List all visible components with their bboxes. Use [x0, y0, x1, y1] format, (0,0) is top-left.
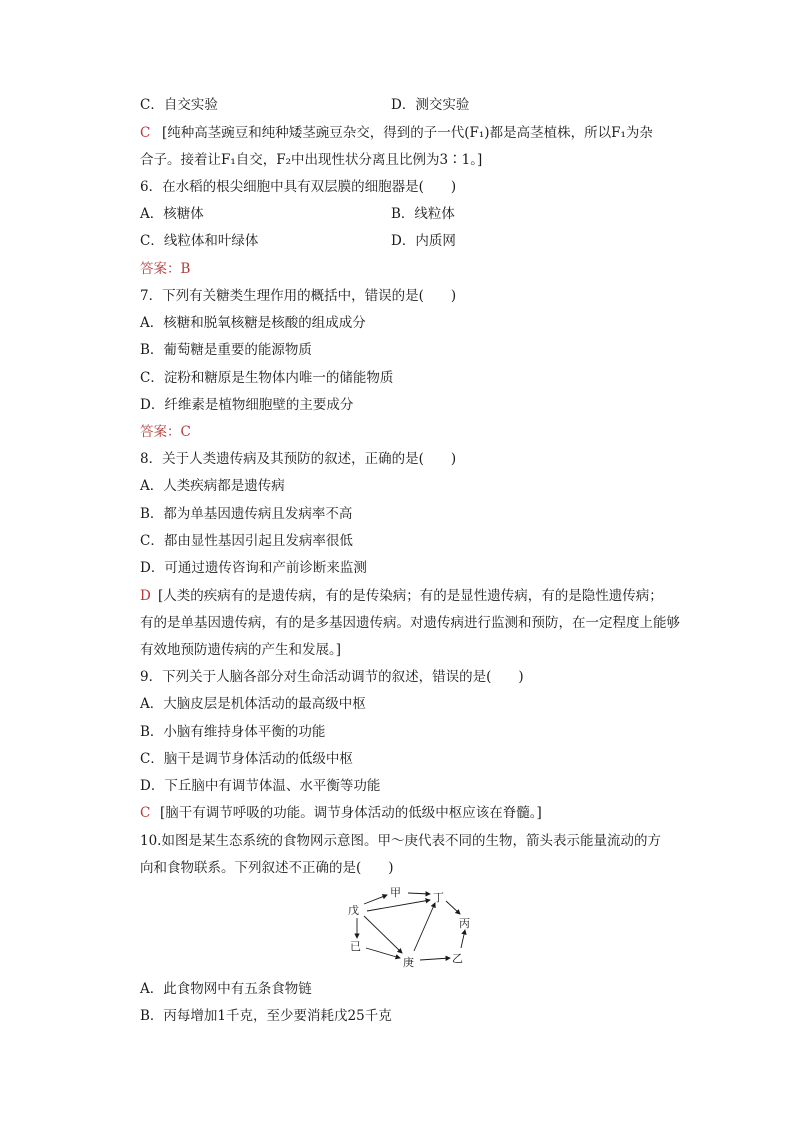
- explanation-text: [脑干有调节呼吸的功能。调节身体活动的低级中枢应该在脊髓。]: [160, 805, 542, 821]
- option-d: D．测交实验: [391, 97, 470, 113]
- option-c: C．脑干是调节身体活动的低级中枢: [140, 751, 353, 767]
- option-d: D．内质网: [391, 233, 456, 249]
- node-geng: 庚: [403, 956, 414, 969]
- option-c: C．线粒体和叶绿体: [140, 233, 259, 249]
- question-10: 10.如图是某生态系统的食物网示意图。甲～庚代表不同的生物，箭头表示能量流动的方: [140, 833, 661, 849]
- node-jia: 甲: [390, 886, 401, 899]
- option-d: D．下丘脑中有调节体温、水平衡等功能: [140, 778, 381, 794]
- food-web-diagram: [340, 882, 490, 970]
- edge-arrow: [364, 916, 402, 953]
- answer-line: 答案：C: [140, 424, 191, 440]
- edge-arrow: [446, 901, 460, 914]
- edge-arrow: [367, 900, 430, 911]
- option-b: B．都为单基因遗传病且发病率不高: [140, 506, 353, 522]
- edge-arrow: [366, 948, 400, 958]
- option-d: D．可通过遗传咨询和产前诊断来监测: [140, 560, 367, 576]
- node-ji: 已: [350, 940, 361, 953]
- question-7: 7．下列有关糖类生理作用的概括中，错误的是( ): [140, 288, 457, 304]
- node-yi: 乙: [452, 952, 463, 965]
- option-c: C．自交实验: [140, 97, 218, 113]
- option-a: A．核糖体: [140, 206, 204, 222]
- explanation-text: 有的是单基因遗传病，有的是多基因遗传病。对遗传病进行监测和预防，在一定程度上能够: [140, 615, 680, 631]
- option-b: B．小脑有维持身体平衡的功能: [140, 724, 326, 740]
- answer-letter: C: [140, 805, 151, 821]
- answer-letter: D: [140, 588, 151, 604]
- answer-line: 答案：B: [140, 261, 191, 277]
- node-bing: 丙: [459, 917, 470, 930]
- explanation-text: 有效地预防遗传病的产生和发展。]: [140, 642, 342, 658]
- question-9: 9．下列关于人脑各部分对生命活动调节的叙述，错误的是( ): [140, 669, 524, 685]
- option-c: C．都由显性基因引起且发病率很低: [140, 533, 353, 549]
- option-a: A．此食物网中有五条食物链: [140, 981, 312, 997]
- edge-arrow: [408, 893, 430, 894]
- question-8: 8．关于人类遗传病及其预防的叙述，正确的是( ): [140, 451, 457, 467]
- edge-arrow: [414, 903, 435, 951]
- option-a: A．大脑皮层是机体活动的最高级中枢: [140, 696, 366, 712]
- option-c: C．淀粉和糖原是生物体内唯一的储能物质: [140, 370, 394, 386]
- node-ding: 丁: [433, 891, 444, 904]
- option-a: A．核糖和脱氧核糖是核酸的组成成分: [140, 315, 366, 331]
- edge-arrow: [461, 930, 465, 948]
- edge-arrow: [364, 895, 387, 904]
- answer-letter: C: [140, 125, 151, 141]
- option-d: D．纤维素是植物细胞壁的主要成分: [140, 397, 354, 413]
- explanation-text: [人类的疾病有的是遗传病，有的是传染病；有的是显性遗传病，有的是隐性遗传病；: [158, 588, 663, 604]
- question-10-cont: 向和食物联系。下列叙述不正确的是( ): [140, 860, 394, 876]
- option-b: B．丙每增加1千克，至少要消耗戊25千克: [140, 1008, 392, 1024]
- node-wu: 戊: [348, 904, 359, 917]
- option-b: B．葡萄糖是重要的能源物质: [140, 342, 312, 358]
- edge-arrow: [420, 958, 450, 960]
- option-b: B．线粒体: [391, 206, 455, 222]
- explanation-text: [纯种高茎豌豆和纯种矮茎豌豆杂交，得到的子一代(F₁)都是高茎植株，所以F₁为杂: [162, 125, 653, 141]
- option-a: A．人类疾病都是遗传病: [140, 478, 285, 494]
- explanation-text: 合子。接着让F₁自交，F₂中出现性状分离且比例为3∶1。]: [140, 152, 483, 168]
- question-6: 6．在水稻的根尖细胞中具有双层膜的细胞器是( ): [140, 179, 457, 195]
